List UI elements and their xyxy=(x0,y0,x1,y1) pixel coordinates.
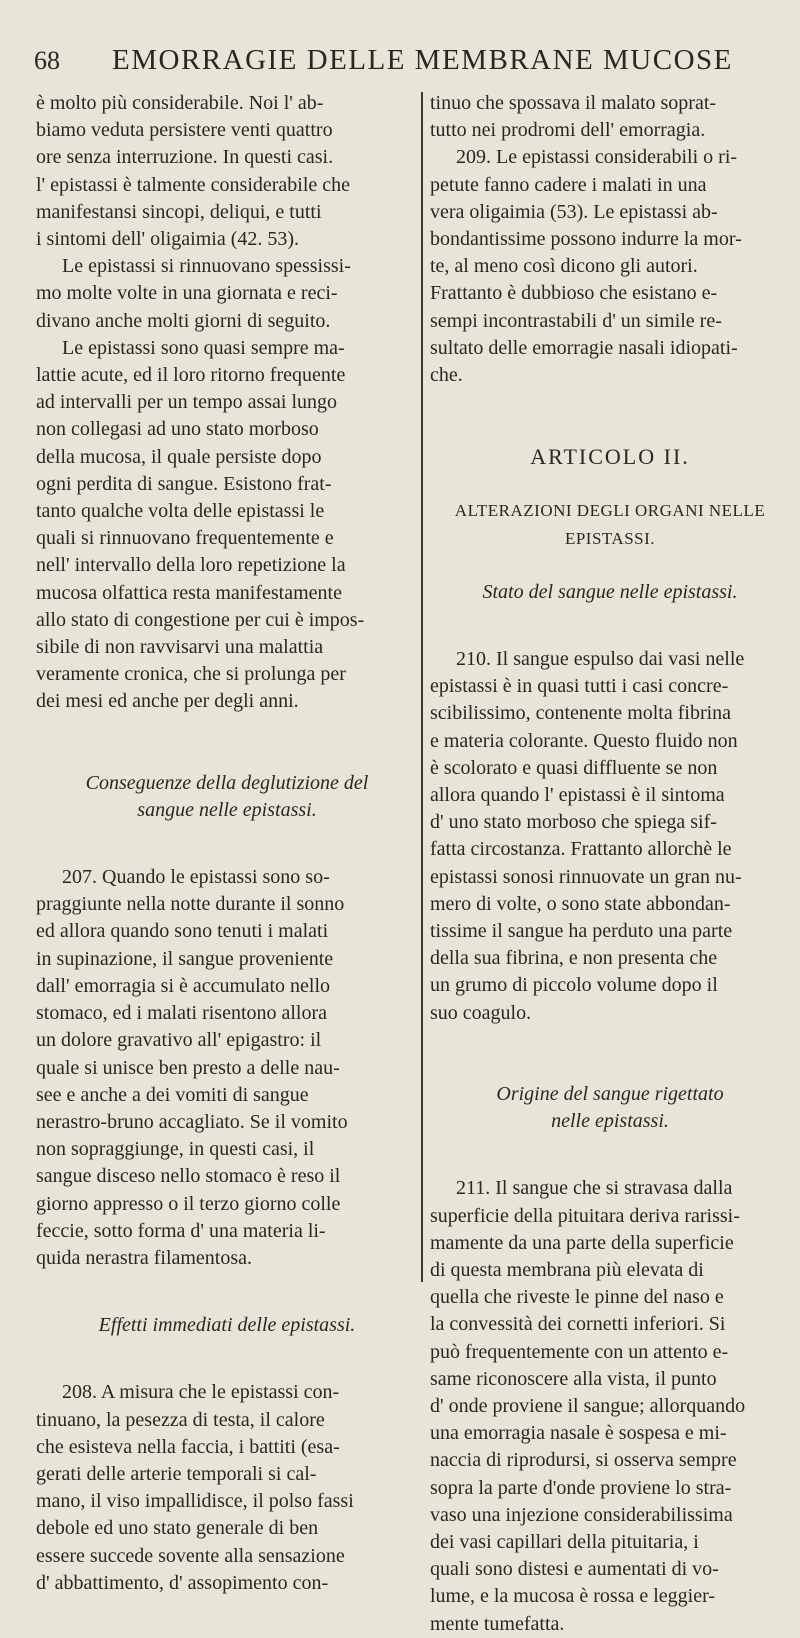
text-line: ore senza interruzione. In questi casi. xyxy=(36,146,334,169)
text-line: tinuo che spossava il malato soprat- xyxy=(430,92,717,114)
section-heading-effects: Effetti immediati delle epistassi. xyxy=(98,1314,356,1337)
subtitle-line: ALTERAZIONI DEGLI ORGANI NELLE xyxy=(454,501,766,521)
text-line: tutto nei prodromi dell' emorragia. xyxy=(430,119,706,142)
text-line: ogni perdita di sangue. Esistono frat- xyxy=(36,472,332,495)
text-line: non collegasi ad uno stato morboso xyxy=(36,418,319,441)
text-line: che esisteva nella faccia, i battiti (esa- xyxy=(36,1435,340,1458)
article-subtitle xyxy=(430,497,790,551)
text-line: Le epistassi sono quasi sempre ma- xyxy=(62,336,345,359)
text-line: giorno appresso o il terzo giorno colle xyxy=(36,1192,341,1215)
text-line: 208. A misura che le epistassi con- xyxy=(62,1381,340,1404)
section-heading-origin xyxy=(430,1081,790,1135)
text-line: debole ed uno stato generale di ben xyxy=(36,1517,319,1540)
text-line: scibilissimo, contenente molta fibrina xyxy=(430,702,732,725)
paragraph-continuation xyxy=(430,90,790,144)
text-line: 211. Il sangue che si stravasa dalla xyxy=(456,1177,733,1200)
text-line: feccie, sotto forma d' una materia li- xyxy=(36,1219,326,1242)
text-line: biamo veduta persistere venti quattro xyxy=(36,119,333,142)
text-line: fatta circostanza. Frattanto allorchè le xyxy=(430,838,732,861)
text-line: sangue disceso nello stomaco è reso il xyxy=(36,1165,341,1188)
text-line: tinuano, la pesezza di testa, il calore xyxy=(36,1408,325,1431)
text-line: quella che riveste le pinne del naso e xyxy=(430,1286,724,1309)
text-line: ed allora quando sono tenuti i malati xyxy=(36,920,329,943)
column-divider xyxy=(421,92,423,1282)
text-line: mente tumefatta. xyxy=(430,1612,565,1635)
text-line: 210. Il sangue espulso dai vasi nelle xyxy=(456,648,745,671)
text-line: epistassi è in quasi tutti i casi concre- xyxy=(430,675,729,698)
text-line: te, al meno così dicono gli autori. xyxy=(430,255,698,278)
subtitle-line: EPISTASSI. xyxy=(564,528,656,548)
heading-line: nelle epistassi. xyxy=(551,1110,669,1133)
text-line: lume, e la mucosa è rossa e leggier- xyxy=(430,1585,716,1608)
text-line: Le epistassi si rinnuovano spessissi- xyxy=(62,255,351,278)
text-line: quali sono distesi e aumentati di vo- xyxy=(430,1558,719,1581)
text-line: dei vasi capillari della pituitaria, i xyxy=(430,1530,699,1553)
text-line: dei mesi ed anche per degli anni. xyxy=(36,690,299,713)
text-line: stomaco, ed i malati risentono allora xyxy=(36,1002,328,1025)
paragraph-intro xyxy=(36,90,418,253)
running-title: EMORRAGIE DELLE MEMBRANE MUCOSE xyxy=(112,44,733,76)
text-line: allo stato di congestione per cui è impos- xyxy=(36,608,365,631)
text-line: manifestansi sincopi, deliqui, e tutti xyxy=(36,200,322,223)
text-line: sempi incontrastabili d' un simile re- xyxy=(430,309,722,332)
text-line: l' epistassi è talmente considerabile che xyxy=(36,173,351,196)
text-line: una emorragia nasale è sospesa e mi- xyxy=(430,1422,727,1445)
page-number: 68 xyxy=(34,46,60,75)
text-line: quale si unisce ben presto a delle nau- xyxy=(36,1056,340,1079)
text-line: in supinazione, il sangue proveniente xyxy=(36,947,334,970)
text-line: sopra la parte d'onde proviene lo stra- xyxy=(430,1476,732,1499)
text-line: 207. Quando le epistassi sono so- xyxy=(62,866,330,889)
heading-line: Origine del sangue rigettato xyxy=(496,1082,724,1105)
text-line: un grumo di piccolo volume dopo il xyxy=(430,974,718,997)
text-line: d' abbattimento, d' assopimento con- xyxy=(36,1571,329,1594)
text-line: non sopraggiunge, in questi casi, il xyxy=(36,1138,315,1161)
text-line: d' uno stato morboso che spiega sif- xyxy=(430,811,717,834)
text-line: superficie della pituitara deriva rarissi- xyxy=(430,1204,740,1227)
left-column xyxy=(36,90,418,1597)
text-line: essere succede sovente alla sensazione xyxy=(36,1544,345,1567)
text-line: mo molte volte in una giornata e reci- xyxy=(36,282,338,305)
text-line: mamente da una parte della superficie xyxy=(430,1231,734,1254)
text-line: suo coagulo. xyxy=(430,1001,532,1024)
text-line: che. xyxy=(430,364,463,387)
right-column xyxy=(430,90,790,1638)
text-line: della mucosa, il quale persiste dopo xyxy=(36,445,322,468)
text-line: praggiunte nella notte durante il sonno xyxy=(36,893,345,916)
text-line: naccia di riprodursi, si osserva sempre xyxy=(430,1449,737,1472)
text-line: 209. Le epistassi considerabili o ri- xyxy=(456,146,738,169)
paragraph-207 xyxy=(36,864,418,1272)
text-line: e materia colorante. Questo fluido non xyxy=(430,729,738,752)
text-line: allora quando l' epistassi è il sintoma xyxy=(430,784,725,807)
paragraph-211 xyxy=(430,1175,790,1637)
text-line: nell' intervallo della loro repetizione la xyxy=(36,554,346,577)
text-line: petute fanno cadere i malati in una xyxy=(430,173,707,196)
text-line: può frequentemente con un attento e- xyxy=(430,1340,729,1363)
page-header xyxy=(28,44,788,88)
text-line: nerastro-bruno accagliato. Se il vomito xyxy=(36,1110,348,1133)
text-line: epistassi sonosi rinnuovate un gran nu- xyxy=(430,865,742,888)
text-line: quida nerastra filamentosa. xyxy=(36,1246,253,1269)
text-line: mero di volte, o sono state abbondan- xyxy=(430,892,731,915)
text-line: tanto qualche volta delle epistassi le xyxy=(36,500,325,523)
text-line: un dolore gravativo all' epigastro: il xyxy=(36,1029,322,1052)
text-line: d' onde proviene il sangue; allorquando xyxy=(430,1394,746,1417)
text-line: same riconoscere alla vista, il punto xyxy=(430,1367,717,1390)
text-line: see e anche a dei vomiti di sangue xyxy=(36,1083,309,1106)
text-line: divano anche molti giorni di seguito. xyxy=(36,309,331,332)
text-line: vaso una injezione considerabilissima xyxy=(430,1503,733,1526)
section-heading-blood-state: Stato del sangue nelle epistassi. xyxy=(482,580,738,603)
text-line: è molto più considerabile. Noi l' ab- xyxy=(36,92,324,114)
text-line: lattie acute, ed il loro ritorno frequente xyxy=(36,364,346,387)
text-line: dall' emorragia si è accumulato nello xyxy=(36,974,331,997)
text-line: quali si rinnuovano frequentemente e xyxy=(36,527,334,550)
text-line: veramente cronica, che si prolunga per xyxy=(36,663,346,686)
text-line: bondantissime possono indurre la mor- xyxy=(430,228,742,251)
heading-line: sangue nelle epistassi. xyxy=(137,798,317,821)
text-line: della sua fibrina, e non presenta che xyxy=(430,947,718,970)
article-heading: ARTICOLO II. xyxy=(530,444,690,470)
paragraph-208 xyxy=(36,1379,418,1597)
text-line: sultato delle emorragie nasali idiopati- xyxy=(430,336,738,359)
text-line: la convessità dei cornetti inferiori. Si xyxy=(430,1313,726,1336)
text-line: gerati delle arterie temporali si cal- xyxy=(36,1462,317,1485)
text-line: vera oligaimia (53). Le epistassi ab- xyxy=(430,200,718,223)
section-heading-deglutition xyxy=(36,770,418,824)
text-line: di questa membrana più elevata di xyxy=(430,1258,704,1281)
paragraph-chronic xyxy=(36,335,418,716)
heading-line: Conseguenze della deglutizione del xyxy=(85,771,369,794)
paragraph-209 xyxy=(430,144,790,389)
text-line: ad intervalli per un tempo assai lungo xyxy=(36,391,338,414)
text-line: sibile di non ravvisarvi una malattia xyxy=(36,636,324,659)
paragraph-recurrence xyxy=(36,253,418,335)
text-line: tissime il sangue ha perduto una parte xyxy=(430,920,733,943)
text-line: i sintomi dell' oligaimia (42. 53). xyxy=(36,228,300,251)
text-line: mano, il viso impallidisce, il polso fassi xyxy=(36,1490,354,1513)
text-line: Frattanto è dubbioso che esistano e- xyxy=(430,282,718,305)
text-line: mucosa olfattica resta manifestamente xyxy=(36,581,342,604)
paragraph-210 xyxy=(430,646,790,1027)
text-line: è scolorato e quasi diffluente se non xyxy=(430,756,718,779)
